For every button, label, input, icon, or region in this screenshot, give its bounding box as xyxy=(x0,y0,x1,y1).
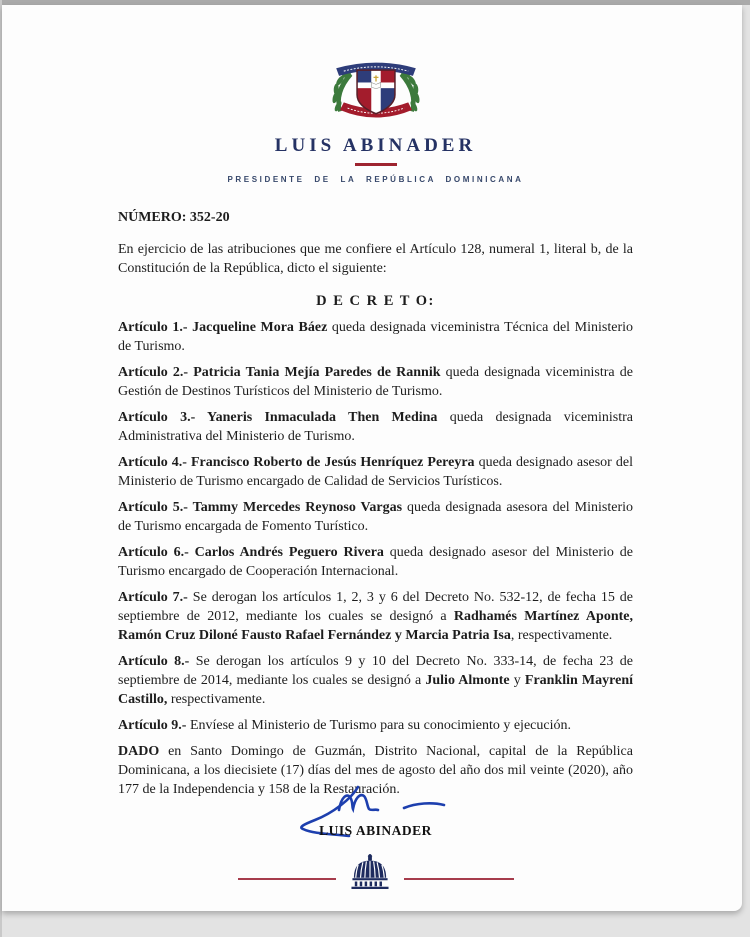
palace-dome-icon xyxy=(349,853,391,891)
article-paragraph: Artículo 1.- Jacqueline Mora Báez queda designada viceministra Técnica del Ministerio de Turismo. xyxy=(118,320,633,354)
article-paragraph: Artículo 2.- Patricia Tania Mejía Paredes de Rannik queda designada viceministra de Gestión de Destinos Turísticos del Ministerio de Turismo. xyxy=(118,365,634,399)
document-footer xyxy=(118,853,633,891)
article-paragraph: Artículo 7.- Se derogan los artículos 1, 2, 3 y 6 del Decreto No. 532-12, de fecha 15 de septiembre de 2012, mediante los cuales se designó a Radhamés Martínez Aponte, Ramón Cruz Diloné Fausto Rafael Fernández y Marcia Patria Isa, respectivamente. xyxy=(118,590,634,643)
document-header xyxy=(118,55,633,184)
dado-paragraph: DADO en Santo Domingo de Guzmán, Distrito Nacional, capital de la República Dominicana, a los diecisiete (17) días del mes de agosto del año dos mil veinte (2020), año 177 de la Independencia y 158 de la Restauración. xyxy=(118,744,633,797)
decree-heading: D E C R E T O: xyxy=(316,293,435,309)
red-divider-rule xyxy=(355,163,397,166)
signatory-name: LUIS ABINADER xyxy=(319,823,432,838)
signature-block xyxy=(118,785,633,841)
coat-of-arms-icon xyxy=(319,55,433,127)
footer-left-line xyxy=(238,878,336,880)
article-paragraph: Artículo 8.- Se derogan los artículos 9 y 10 del Decreto No. 333-14, de fecha 23 de septiembre de 2014, mediante los cuales se designó a Julio Almonte y Franklin Mayrení Castillo, respectivamente. xyxy=(118,654,633,707)
article-paragraph: Artículo 3.- Yaneris Inmaculada Then Medina queda designada viceministra Administrativa del Ministerio de Turismo. xyxy=(118,410,633,444)
president-name: LUIS ABINADER xyxy=(274,135,477,156)
articles-section xyxy=(118,318,633,735)
footer-right-line xyxy=(404,878,514,880)
decree-number: NÚMERO: 352-20 xyxy=(118,210,230,225)
article-paragraph: Artículo 4.- Francisco Roberto de Jesús Henríquez Pereyra queda designado asesor del Ministerio de Turismo encargado de Calidad de Servicios Turísticos. xyxy=(118,455,633,489)
intro-paragraph: En ejercicio de las atribuciones que me confiere el Artículo 128, numeral 1, literal b, de la Constitución de la República, dicto el siguiente: xyxy=(118,242,633,276)
article-paragraph: Artículo 9.- Envíese al Ministerio de Turismo para su conocimiento y ejecución. xyxy=(118,718,571,733)
article-paragraph: Artículo 5.- Tammy Mercedes Reynoso Vargas queda designada asesora del Ministerio de Turismo encargada de Fomento Turístico. xyxy=(118,500,633,534)
article-paragraph: Artículo 6.- Carlos Andrés Peguero Rivera queda designado asesor del Ministerio de Turismo encargado de Cooperación Internacional. xyxy=(118,545,634,579)
document-page xyxy=(2,5,742,911)
president-title: PRESIDENTE DE LA REPÚBLICA DOMINICANA xyxy=(227,175,524,184)
document-content xyxy=(2,55,742,891)
